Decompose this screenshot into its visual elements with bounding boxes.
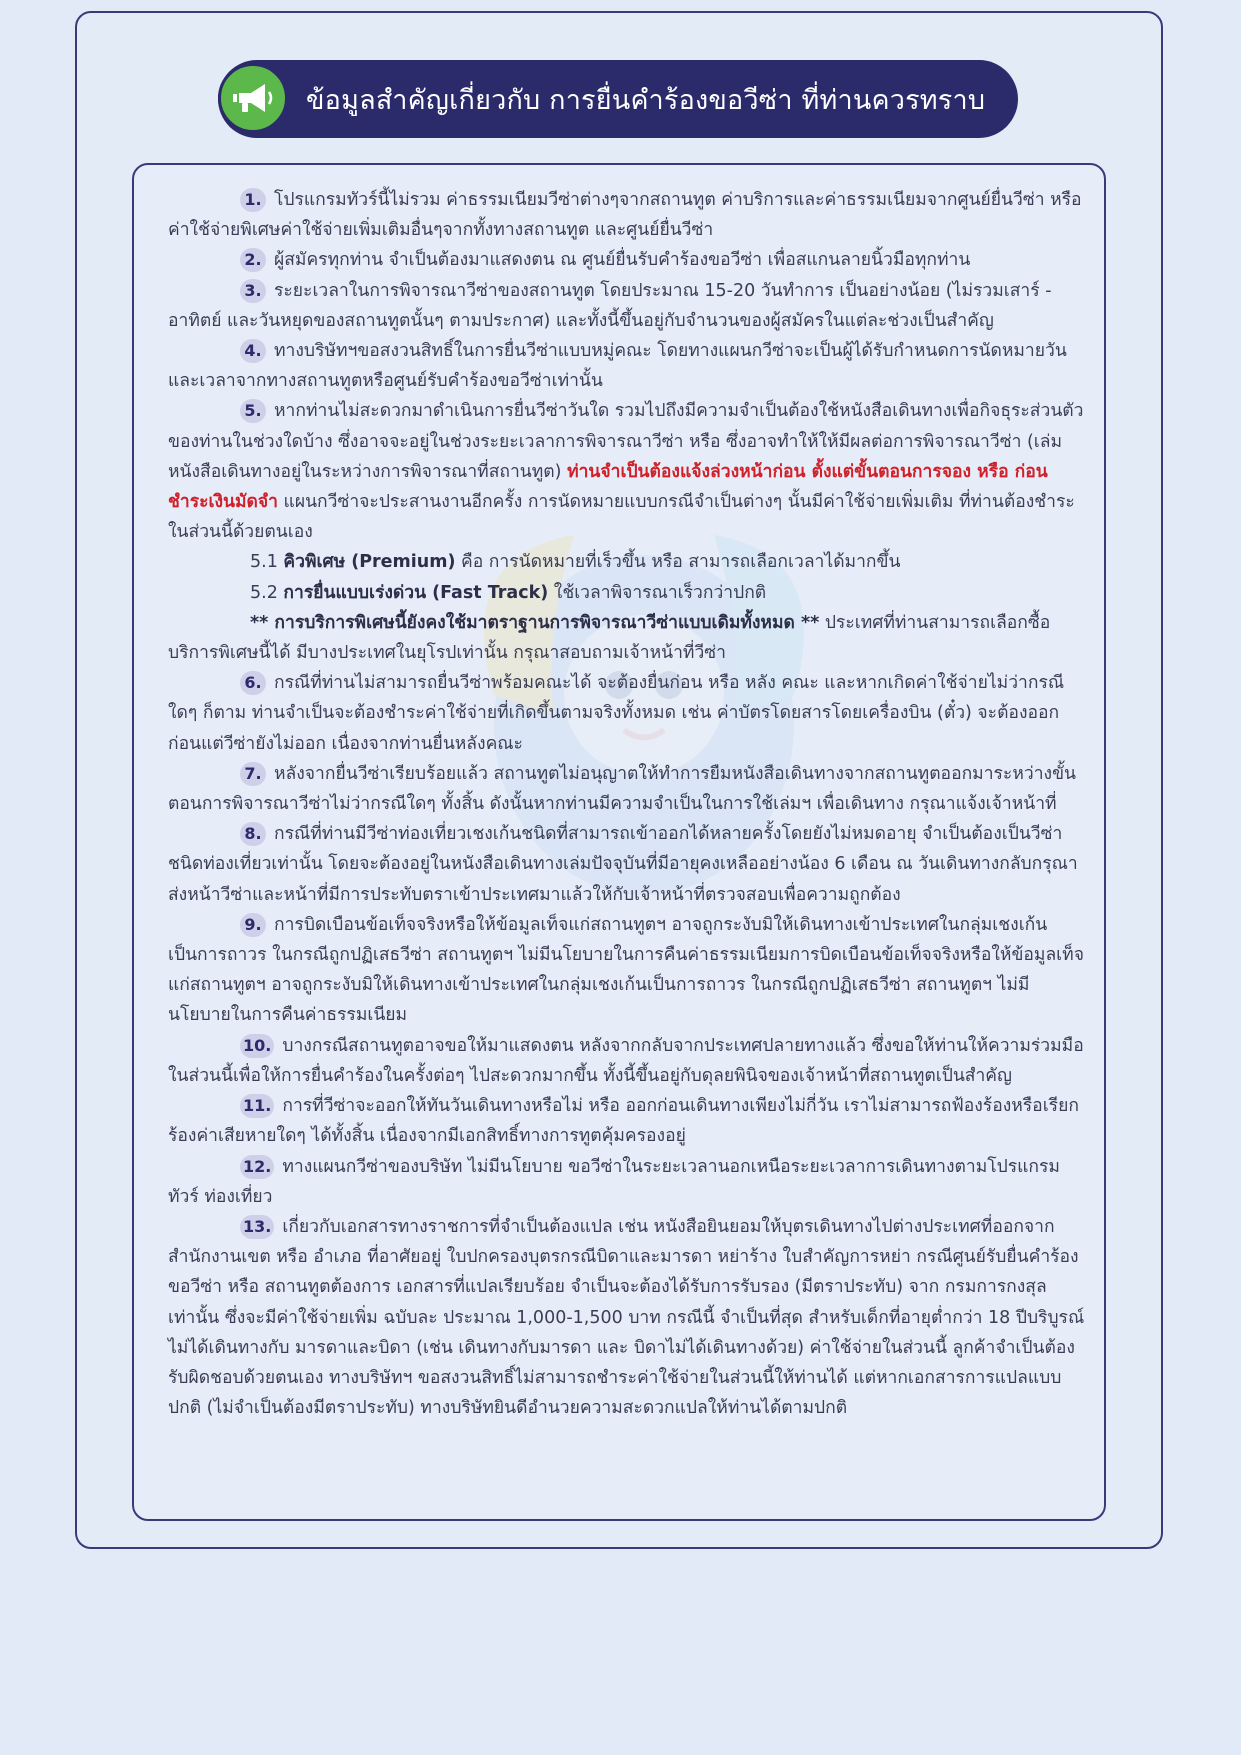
list-item bbox=[168, 819, 1088, 910]
megaphone-icon bbox=[218, 63, 288, 133]
item-text: หลังจากยื่นวีซ่าเรียบร้อยแล้ว สถานทูตไม่อนุญาตให้ทำการยืมหนังสือเดินทางจากสถานทูตออกมาระหว่างขั้นตอนการพิจารณาวีซ่าไม่ว่ากรณีใดๆ ทั้งสิ้น ดังนั้นหากท่านมีความจำเป็นในการใช้เล่มฯ เพื่อเดินทาง กรุณาแจ้งเจ้าหน้าที่ bbox=[168, 763, 1076, 815]
list-item bbox=[168, 336, 1088, 396]
item-text: หากท่านไม่สะดวกมาดำเนินการยื่นวีซ่าวันใด รวมไปถึงมีความจำเป็นต้องใช้หนังสือเดินทางเพื่อกิจธุระส่วนตัวของท่านในช่วงใดบ้าง ซึ่งอาจจะอยู่ในช่วงระยะเวลาการพิจารณาวีซ่า หรือ ซึ่งอาจทำให้ให้มีผลต่อการพิจารณาวีซ่า (เล่มหนังสือเดินทางอยู่ในระหว่างการพิจารณาที่สถานทูต) bbox=[168, 401, 1084, 482]
item-text: กรณีที่ท่านมีวีซ่าท่องเที่ยวเชงเก้นชนิดที่สามารถเข้าออกได้หลายครั้งโดยยังไม่หมดอายุ จำเป็นต้องเป็นวีซ่าชนิดท่องเที่ยวเท่านั้น โดยจะต้องอยู่ในหนังสือเดินทางเล่มปัจจุบันที่มีอายุคงเหลืออย่างน้อง 6 เดือน ณ วันเดินทางกลับกรุณาส่งหน้าวีซ่าและหน้าที่มีการประทับตราเข้าประเทศมาแล้วให้กับเจ้าหน้าที่ตรวจสอบเพื่อความถูกต้อง bbox=[168, 824, 1078, 905]
item-number: 6. bbox=[240, 671, 266, 695]
list-item bbox=[168, 1031, 1088, 1091]
list-item bbox=[168, 1091, 1088, 1151]
item-text: การบิดเบือนข้อเท็จจริงหรือให้ข้อมูลเท็จแก่สถานทูตฯ อาจถูกระงับมิให้เดินทางเข้าประเทศในกลุ่มเชงเก้นเป็นการถาวร ในกรณีถูกปฏิเสธวีซ่า สถานทูตฯ ไม่มีนโยบายในการคืนค่าธรรมเนียมการบิดเบือนข้อเท็จจริงหรือให้ข้อมูลเท็จแก่สถานทูตฯ อาจถูกระงับมิให้เดินทางเข้าประเทศในกลุ่มเชงเก้นเป็นการถาวร ในกรณีถูกปฏิเสธวีซ่า สถานทูตฯ ไม่มีนโยบายในการคืนค่าธรรมเนียม bbox=[168, 914, 1084, 1026]
item-text: ผู้สมัครทุกท่าน จำเป็นต้องมาแสดงตน ณ ศูนย์ยื่นรับคำร้องขอวีซ่า เพื่อสแกนลายนิ้วมือทุกท่าน bbox=[274, 250, 971, 271]
item-number: 10. bbox=[240, 1034, 274, 1058]
header-banner bbox=[218, 60, 1018, 138]
item-number: 4. bbox=[240, 339, 266, 363]
list-item bbox=[168, 245, 1088, 275]
item-number: 1. bbox=[240, 188, 266, 212]
list-item bbox=[168, 668, 1088, 759]
list-item bbox=[168, 185, 1088, 245]
item-text: ทางบริษัทฯขอสงวนสิทธิ์ในการยื่นวีซ่าแบบหมู่คณะ โดยทางแผนกวีซ่าจะเป็นผู้ได้รับกำหนดการนัดหมายวันและเวลาจากทางสถานทูตหรือศูนย์รับคำร้องขอวีซ่าเท่านั้น bbox=[168, 341, 1067, 392]
sub-item-title: คิวพิเศษ (Premium) bbox=[283, 552, 456, 573]
header-title: ข้อมูลสำคัญเกี่ยวกับ การยื่นคำร้องขอวีซ่า ที่ท่านควรทราบ bbox=[306, 84, 986, 116]
note-bold: ** การบริการพิเศษนี้ยังคงใช้มาตราฐานการพิจารณาวีซ่าแบบเดิมทั้งหมด ** bbox=[250, 612, 820, 633]
item-text: ระยะเวลาในการพิจารณาวีซ่าของสถานทูต โดยประมาณ 15-20 วันทำการ เป็นอย่างน้อย (ไม่รวมเสาร์ - อาทิตย์ และวันหยุดของสถานทูตนั้นๆ ตามประกาศ) และทั้งนี้ขึ้นอยู่กับจำนวนของผู้สมัครในแต่ละช่วงเป็นสำคัญ bbox=[168, 280, 1052, 331]
important-notice-text: ท่านจำเป็นต้องแจ้งล่วงหน้าก่อน ตั้งแต่ขั้นตอนการจอง หรือ ก่อนชำระเงินมัดจำ bbox=[168, 461, 1048, 513]
sub-item-text: ใช้เวลาพิจารณาเร็วกว่าปกติ bbox=[548, 582, 767, 603]
item-number: 9. bbox=[240, 913, 266, 937]
list-item bbox=[168, 276, 1088, 336]
sub-item-title: การยื่นแบบเร่งด่วน (Fast Track) bbox=[283, 582, 549, 603]
list-item bbox=[168, 396, 1088, 547]
item-number: 12. bbox=[240, 1155, 274, 1179]
note-text: ประเทศที่ท่านสามารถเลือกซื้อบริการพิเศษนี้ได้ มีบางประเทศในยุโรปเท่านั้น กรุณาสอบถามเจ้าหน้าที่วีซ่า bbox=[168, 612, 1051, 664]
sub-item bbox=[168, 578, 1088, 608]
content-panel bbox=[132, 163, 1106, 1521]
list-item bbox=[168, 910, 1088, 1031]
item-number: 7. bbox=[240, 762, 266, 786]
item-number: 11. bbox=[240, 1094, 274, 1118]
item-text: โปรแกรมทัวร์นี้ไม่รวม ค่าธรรมเนียมวีซ่าต่างๆจากสถานทูต ค่าบริการและค่าธรรมเนียมจากศูนย์ยื่นวีซ่า หรือค่าใช้จ่ายพิเศษค่าใช้จ่ายเพิ่มเติมอื่นๆจากทั้งทางสถานทูต และศูนย์ยื่นวีซ่า bbox=[168, 190, 1082, 241]
item-text: ทางแผนกวีซ่าของบริษัท ไม่มีนโยบาย ขอวีซ่าในระยะเวลานอกเหนือระยะเวลาการเดินทางตามโปรแกรมทัวร์ ท่องเที่ยว bbox=[168, 1156, 1060, 1207]
service-note bbox=[168, 608, 1088, 668]
list-item bbox=[168, 1212, 1088, 1423]
item-text: กรณีที่ท่านไม่สามารถยื่นวีซ่าพร้อมคณะได้ จะต้องยื่นก่อน หรือ หลัง คณะ และหากเกิดค่าใช้จ่ายไม่ว่ากรณีใดๆ ก็ตาม ท่านจำเป็นจะต้องชำระค่าใช้จ่ายที่เกิดขึ้นตามจริงทั้งหมด เช่น ค่าบัตรโดยสารโดยเครื่องบิน (ตั๋ว) จะต้องออกก่อนแต่วีซ่ายังไม่ออก เนื่องจากท่านยื่นหลังคณะ bbox=[168, 673, 1065, 754]
notice-list bbox=[168, 185, 1088, 1423]
sub-item bbox=[168, 547, 1088, 577]
sub-item-number: 5.1 bbox=[250, 552, 278, 573]
sub-item-text: คือ การนัดหมายที่เร็วขึ้น หรือ สามารถเลือกเวลาได้มากขึ้น bbox=[455, 552, 901, 573]
item-number: 5. bbox=[240, 399, 266, 423]
item-text: แผนกวีซ่าจะประสานงานอีกครั้ง การนัดหมายแบบกรณีจำเป็นต่างๆ นั้นมีค่าใช้จ่ายเพิ่มเติม ที่ท่านต้องชำระในส่วนนี้ด้วยตนเอง bbox=[168, 492, 1075, 543]
list-item bbox=[168, 759, 1088, 819]
item-number: 3. bbox=[240, 279, 266, 303]
item-number: 8. bbox=[240, 822, 266, 846]
item-text: บางกรณีสถานทูตอาจขอให้มาแสดงตน หลังจากกลับจากประเทศปลายทางแล้ว ซึ่งขอให้ท่านให้ความร่วมมือในส่วนนี้เพื่อให้การยื่นคำร้องในครั้งต่อๆ ไปสะดวกมากขึ้น ทั้งนี้ขึ้นอยู่กับดุลยพินิจของเจ้าหน้าที่สถานทูตเป็นสำคัญ bbox=[168, 1035, 1084, 1086]
item-text: การที่วีซ่าจะออกให้ทันวันเดินทางหรือไม่ หรือ ออกก่อนเดินทางเพียงไม่กี่วัน เราไม่สามารถฟ้องร้องหรือเรียกร้องค่าเสียหายใดๆ ได้ทั้งสิ้น เนื่องจากมีเอกสิทธิ์ทางการทูตคุ้มครองอยู่ bbox=[168, 1096, 1079, 1147]
item-number: 13. bbox=[240, 1215, 274, 1239]
sub-item-number: 5.2 bbox=[250, 582, 278, 603]
item-number: 2. bbox=[240, 248, 266, 272]
list-item bbox=[168, 1152, 1088, 1212]
item-text: เกี่ยวกับเอกสารทางราชการที่จำเป็นต้องแปล เช่น หนังสือยินยอมให้บุตรเดินทางไปต่างประเทศที่ออกจากสำนักงานเขต หรือ อำเภอ ที่อาศัยอยู่ ใบปกครองบุตรกรณีบิดาและมารดา หย่าร้าง ใบสำคัญการหย่า กรณีศูนย์รับยื่นคำร้องขอวีซ่า หรือ สถานทูตต้องการ เอกสารที่แปลเรียบร้อย จำเป็นจะต้องได้รับการรับรอง (มีตราประทับ) จาก กรมการกงสุลเท่านั้น ซึ่งจะมีค่าใช้จ่ายเพิ่ม ฉบับละ ประมาณ 1,000-1,500 บาท กรณีนี้ จำเป็นที่สุด สำหรับเด็กที่อายุต่ำกว่า 18 ปีบริบูรณ์ ไม่ได้เดินทางกับ มารดาและบิดา (เช่น เดินทางกับมารดา และ บิดาไม่ได้เดินทางด้วย) ค่าใช้จ่ายในส่วนนี้ ลูกค้าจำเป็นต้องรับผิดชอบด้วยตนเอง ทางบริษัทฯ ขอสงวนสิทธิ์ไม่สามารถชำระค่าใช้จ่ายในส่วนนี้ให้ท่านได้ แต่หากเอกสารการแปลแบบปกติ (ไม่จำเป็นต้องมีตราประทับ) ทางบริษัทยินดีอำนวยความสะดวกแปลให้ท่านได้ตามปกติ bbox=[168, 1216, 1085, 1419]
